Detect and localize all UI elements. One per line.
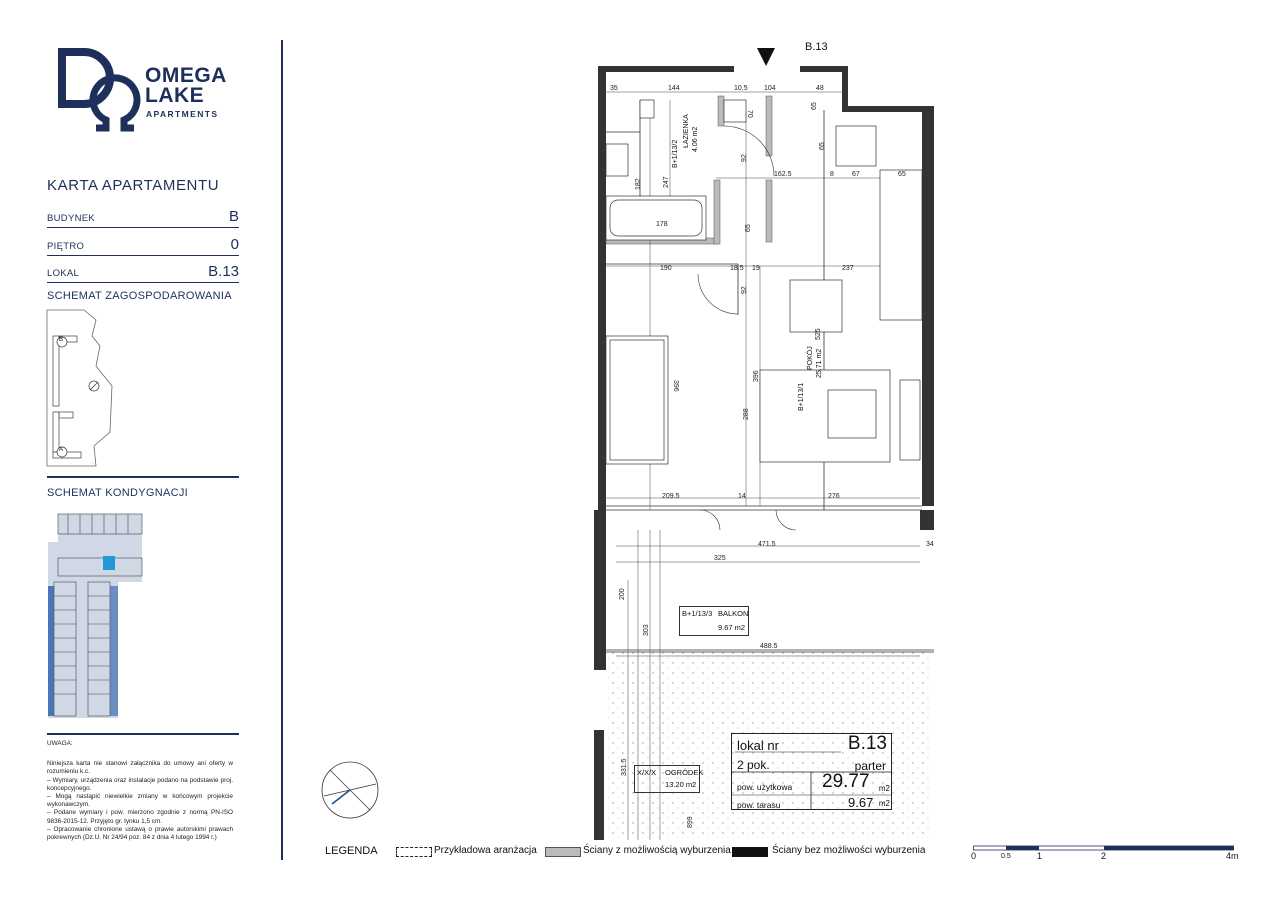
room-name-balcony: BALKON (718, 609, 749, 618)
brand-line-1: OMEGA (145, 64, 227, 87)
svg-text:35: 35 (610, 85, 618, 92)
usable-area-unit: m2 (878, 784, 890, 793)
entrance-arrow (757, 48, 775, 66)
rooms-label: 2 pok. (737, 758, 770, 772)
svg-text:67: 67 (852, 171, 860, 178)
legend-title: LEGENDA (325, 845, 378, 857)
floor-plan-diagram (46, 512, 146, 720)
svg-text:325: 325 (714, 555, 726, 562)
scale-tick-4m: 4m (1226, 851, 1239, 861)
svg-text:14: 14 (738, 493, 746, 500)
note-line: – Opracowanie chronione ustawą o prawie autorskimi prawach pokrewnych (Dz.U. Nr 24/94 poz. 84 z dnia 4 lutego 1994 r.) (47, 825, 233, 842)
svg-text:8: 8 (830, 171, 834, 178)
note-line: – Wymiary, urządzenia oraz instalacje podano na podstawie proj. koncepcyjnego. (47, 776, 233, 792)
row-unit (47, 258, 239, 283)
room-code-living: B+1/13/1 (798, 382, 805, 411)
legend-swatch-demolishable (545, 847, 581, 857)
svg-text:190: 190 (660, 265, 672, 272)
terrace-area-unit: m2 (878, 799, 890, 808)
sidebar (0, 0, 285, 905)
legend-item-demolishable: Ściany z możliwością wyburzenia (583, 845, 731, 856)
svg-text:162.5: 162.5 (774, 171, 792, 178)
svg-text:331.5: 331.5 (621, 758, 628, 776)
garden-label-box (634, 765, 704, 793)
svg-text:65: 65 (819, 142, 826, 150)
row-building (47, 203, 239, 228)
scale-tick-1: 1 (1037, 851, 1043, 861)
terrace-area-label: pow. tarasu (737, 800, 781, 810)
row-value: B (228, 208, 239, 225)
notes-heading: UWAGA: (47, 740, 73, 747)
svg-text:488.5: 488.5 (760, 643, 778, 650)
svg-text:65: 65 (811, 102, 818, 110)
notes (47, 740, 233, 842)
svg-text:276: 276 (828, 493, 840, 500)
svg-text:396: 396 (753, 370, 760, 382)
svg-text:104: 104 (764, 85, 776, 92)
svg-text:471.5: 471.5 (758, 541, 776, 548)
room-area-living: 25.71 m2 (816, 348, 823, 378)
brand-line-2: LAKE (145, 84, 205, 107)
terrace-area-value: 9.67 (848, 795, 874, 810)
floor-plan-title: SCHEMAT KONDYGNACJI (47, 487, 188, 499)
scale-tick-0: 0 (971, 851, 977, 861)
svg-text:92: 92 (741, 286, 748, 294)
svg-text:182: 182 (635, 178, 642, 190)
svg-text:65: 65 (745, 224, 752, 232)
row-floor (47, 231, 239, 256)
room-name-living: POKÓJ (807, 346, 814, 370)
divider (47, 733, 239, 735)
room-name-garden: OGRÓDEK (665, 768, 704, 777)
row-key: PIĘTRO (47, 241, 85, 252)
row-key: LOKAL (47, 268, 80, 279)
room-area-bathroom: 4.06 m2 (692, 126, 699, 152)
svg-text:178: 178 (656, 221, 668, 228)
svg-text:34: 34 (926, 541, 934, 548)
svg-text:65: 65 (898, 171, 906, 178)
usable-area-label: pow. użytkowa (737, 782, 793, 792)
note-line: – Podane wymiary i pow. mierzono zgodnie z normą PN-ISO 9836-2015-12. Przyjęto gr. tynku 1,5 cm. (47, 809, 233, 825)
svg-text:396: 396 (672, 380, 679, 392)
unit-info-box (731, 733, 892, 810)
scale-tick-0-5: 0.5 (1001, 853, 1011, 860)
divider (47, 476, 239, 478)
balcony-label-box (679, 606, 749, 636)
svg-text:525: 525 (815, 328, 822, 340)
svg-text:18.5: 18.5 (730, 265, 744, 272)
brand-line-3: APARTMENTS (146, 109, 219, 119)
site-plan-label-b: B (59, 337, 64, 343)
svg-text:237: 237 (842, 265, 854, 272)
legend-item-structural: Ściany bez możliwości wyburzenia (772, 845, 926, 856)
svg-text:92: 92 (741, 154, 748, 162)
svg-text:209.5: 209.5 (662, 493, 680, 500)
floor-label: parter (854, 759, 886, 773)
lokal-value: B.13 (847, 733, 887, 754)
legend-item-arrangement: Przykładowa aranżacja (434, 845, 537, 856)
card-title: KARTA APARTAMENTU (47, 177, 220, 194)
note-line: Niniejsza karta nie stanowi załącznika do umowy ani oferty w rozumieniu k.c. (47, 760, 233, 776)
svg-text:10.5: 10.5 (734, 85, 748, 92)
svg-text:247: 247 (663, 176, 670, 188)
note-line: – Mogą nastąpić niewielkie zmiany w końcowym projekcie wykonawczym. (47, 793, 233, 809)
row-key: BUDYNEK (47, 213, 96, 224)
room-code-garden: X/X/X (637, 768, 657, 777)
scale-tick-2: 2 (1101, 851, 1107, 861)
site-plan-label-a: A (59, 447, 64, 453)
lokal-label: lokal nr (737, 738, 779, 753)
legend-swatch-structural (732, 847, 768, 857)
svg-text:899: 899 (687, 816, 694, 828)
site-plan-title: SCHEMAT ZAGOSPODAROWANIA (47, 290, 232, 302)
row-value: 0 (230, 236, 239, 253)
room-code-bathroom: B+1/13/2 (672, 139, 679, 168)
svg-text:19: 19 (752, 265, 760, 272)
svg-text:48: 48 (816, 85, 824, 92)
usable-area-value: 29.77 (822, 771, 870, 792)
unit-tag: B.13 (805, 41, 828, 53)
legend-swatch-arrangement (396, 847, 432, 857)
svg-text:70: 70 (746, 110, 753, 118)
room-area-balcony: 9.67 m2 (718, 623, 746, 632)
floor-plan (580, 40, 960, 845)
room-area-garden: 13.20 m2 (665, 780, 697, 789)
svg-text:288: 288 (743, 408, 750, 420)
sidebar-divider (281, 40, 283, 860)
room-code-balcony: B+1/13/3 (682, 609, 713, 618)
svg-text:200: 200 (619, 588, 626, 600)
compass-icon (320, 760, 380, 820)
room-name-bathroom: ŁAZIENKA (683, 114, 690, 148)
site-plan-diagram (44, 306, 114, 468)
svg-text:303: 303 (643, 624, 650, 636)
svg-text:144: 144 (668, 85, 680, 92)
row-value: B.13 (208, 263, 239, 280)
